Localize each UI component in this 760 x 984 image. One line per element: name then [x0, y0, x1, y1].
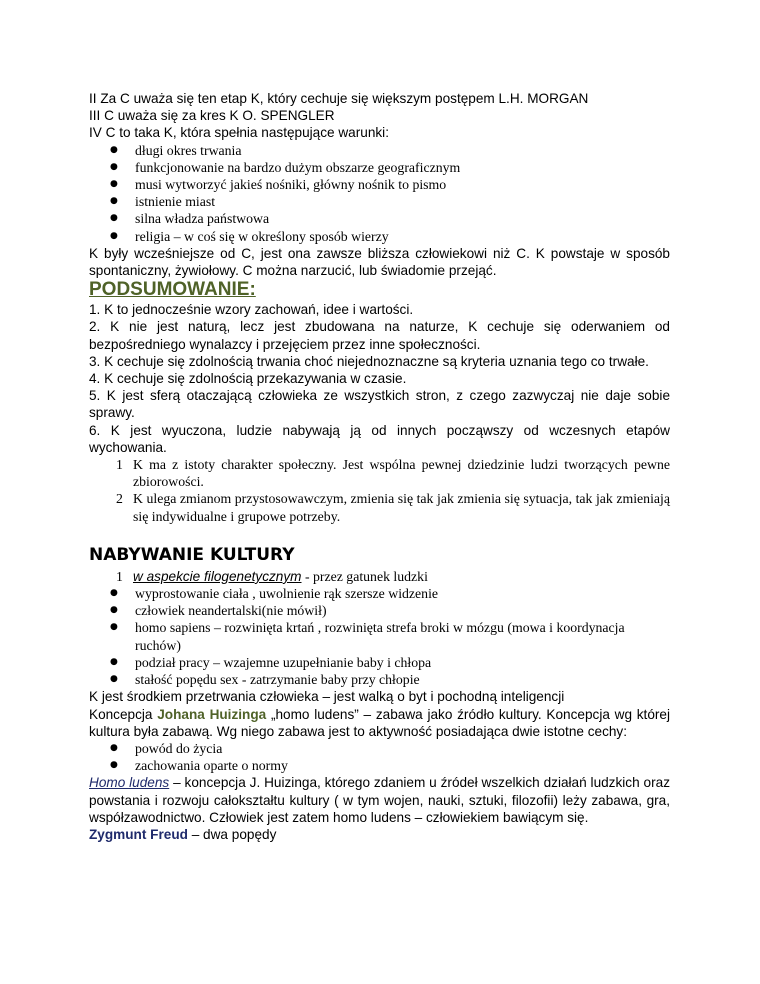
item-number: 1 — [116, 457, 123, 473]
item-text: K ulega zmianom przystosowawczym, zmienia się tak jak zmienia się sytuacja, tak jak zmieniają się indywidualne i grupowe potrzeby. — [133, 491, 670, 524]
homo-ludens-paragraph — [89, 774, 670, 826]
summary-point: 6. K jest wyuczona, ludzie nabywają ją od innych począwszy od wczesnych etapów wychowania. — [89, 422, 670, 455]
list-item: ● zachowania oparte o normy — [110, 757, 670, 774]
acquiring-culture-heading: NABYWANIE KULTURY — [89, 544, 295, 565]
list-item: ● stałość popędu sex - zatrzymanie baby przy chłopie — [110, 671, 670, 688]
homo-ludens-text: – koncepcja J. Huizinga, którego zdaniem u źródeł wszelkich działań ludzkich oraz powstania i rozwoju całokształtu kultury ( w tym wojen, nauki, sztuki, filozofii) leży zabawa, gra, współzawodnictwo. Człowiek jest zatem homo ludens – człowiekiem bawiącym się. — [89, 775, 670, 825]
play-features-list — [89, 740, 670, 774]
civilization-conditions-list — [89, 142, 670, 245]
list-item: ● istnienie miast — [110, 193, 670, 210]
summary-sub-list — [89, 456, 670, 525]
freud-text: – dwa popędy — [187, 826, 277, 842]
freud-line — [89, 826, 670, 843]
summary-point: 4. K cechuje się zdolnością przekazywania w czasie. — [89, 371, 407, 387]
culture-vs-civilization-paragraph: K były wcześniejsze od C, jest ona zawsze bliższa człowiekowi niż C. K powstaje w sposób spontaniczny, żywiołowy. C można narzucić, lub świadomie przejąć. — [89, 245, 670, 279]
list-item: ● religia – w coś się w określony sposób wierzy — [110, 228, 670, 245]
item-text: K ma z istoty charakter społeczny. Jest wspólna pewnej dziedzinie ludzi tworzących pewne zbiorowości. — [133, 457, 670, 490]
list-item: ● powód do życia — [110, 740, 670, 757]
aspect-list — [89, 568, 670, 585]
item-number: 2 — [116, 491, 123, 507]
list-item: ● funkcjonowanie na bardzo dużym obszarze geograficznym — [110, 159, 670, 176]
struggle-line: K jest środkiem przetrwania człowieka – jest walką o byt i pochodną inteligencji — [89, 689, 565, 705]
item-number: 1 — [116, 568, 123, 584]
document-body — [89, 90, 670, 843]
list-item: ● homo sapiens – rozwinięta krtań , rozwinięta strefa broki w mózgu (mowa i koordynacja ruchów) — [110, 619, 670, 653]
list-item — [116, 490, 670, 524]
huizinga-pre: Koncepcja — [89, 706, 158, 722]
list-item: ● długi okres trwania — [110, 142, 670, 159]
aspect-rest: - przez gatunek ludzki — [301, 568, 428, 584]
summary-point: 3. K cechuje się zdolnością trwania choć niejednoznaczne są kryteria uznania tego co trwałe. — [89, 353, 649, 369]
summary-point: 2. K nie jest naturą, lecz jest zbudowana na naturze, K cechuje się oderwaniem od bezpośredniego wynalazcy i przejęciem przez inne społeczności. — [89, 319, 670, 352]
list-item — [116, 456, 670, 490]
phylogenetic-list — [89, 585, 670, 688]
list-item — [116, 568, 670, 585]
list-item: ● silna władza państwowa — [110, 210, 670, 227]
freud-name: Zygmunt Freud — [89, 826, 188, 842]
summary-heading: PODSUMOWANIE: — [89, 279, 256, 301]
line-iii: III C uważa się za kres K O. SPENGLER — [89, 108, 335, 124]
list-item: ● musi wytworzyć jakieś nośniki, główny nośnik to pismo — [110, 176, 670, 193]
huizinga-name: Johana Huizinga — [157, 706, 267, 722]
homo-ludens-term: Homo ludens — [89, 775, 170, 791]
summary-point: 1. K to jednocześnie wzory zachowań, idee i wartości. — [89, 302, 414, 318]
list-item: ● człowiek neandertalski(nie mówił) — [110, 602, 670, 619]
list-item: ● podział pracy – wzajemne uzupełnianie baby i chłopa — [110, 654, 670, 671]
list-item: ● wyprostowanie ciała , uwolnienie rąk szersze widzenie — [110, 585, 670, 602]
huizinga-post: „homo ludens” – zabawa jako źródło kultury. Koncepcja wg której kultura była zabawą. Wg niego zabawa jest to aktywność posiadająca dwie istotne cechy: — [89, 706, 671, 739]
line-ii: II Za C uważa się ten etap K, który cechuje się większym postępem L.H. MORGAN — [89, 91, 589, 106]
line-iv: IV C to taka K, która spełnia następujące warunki: — [89, 125, 389, 141]
huizinga-paragraph — [89, 706, 670, 740]
summary-point: 5. K jest sferą otaczającą człowieka ze wszystkich stron, z czego zazwyczaj nie daje sobie sprawy. — [89, 388, 670, 421]
aspect-label: w aspekcie filogenetycznym — [133, 568, 302, 584]
